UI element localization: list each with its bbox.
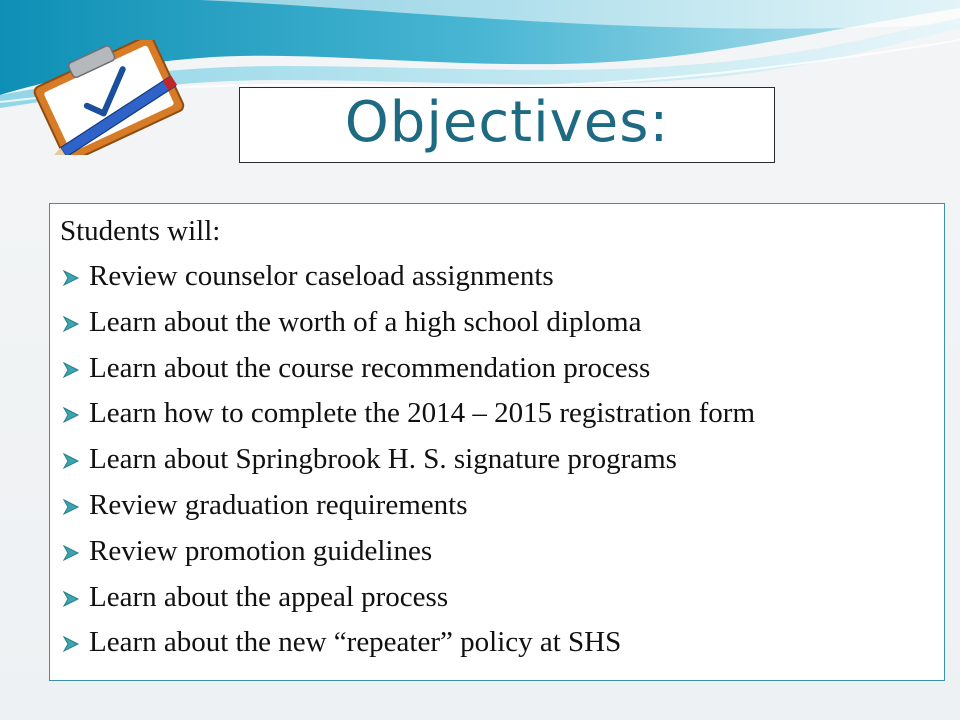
title-box [239,87,775,163]
clipboard-pencil-icon [14,40,199,155]
list-item-text: Learn about Springbrook H. S. signature programs [89,443,677,476]
objectives-list [60,254,944,666]
list-item [60,300,944,346]
arrow-bullet-icon [62,269,80,287]
arrow-bullet-icon [62,635,80,653]
arrow-bullet-icon [62,498,80,516]
arrow-bullet-icon [62,590,80,608]
intro-text: Students will: [60,215,221,247]
list-item-text: Review promotion guidelines [89,534,433,567]
list-item-text: Review counselor caseload assignments [89,260,554,292]
list-item [60,346,944,392]
list-item-text: Learn about the new “repeater” policy at SHS [89,626,622,659]
list-item [60,391,944,437]
arrow-bullet-icon [62,361,80,379]
list-item [60,254,944,300]
list-item-text: Learn about the worth of a high school diploma [89,305,642,338]
arrow-bullet-icon [62,406,80,424]
list-item-text: Learn how to complete the 2014 – 2015 registration form [89,397,756,430]
list-item-text: Learn about the appeal process [89,580,449,613]
list-item [60,575,944,621]
list-item-text: Learn about the course recommendation process [89,351,651,384]
slide-title: Objectives: [344,90,670,155]
list-item [60,620,944,666]
arrow-bullet-icon [62,315,80,333]
arrow-bullet-icon [62,452,80,470]
list-item [60,483,944,529]
list-item-text: Review graduation requirements [89,488,468,521]
arrow-bullet-icon [62,544,80,562]
objectives-box [49,203,945,681]
list-item [60,437,944,483]
list-item [60,529,944,575]
